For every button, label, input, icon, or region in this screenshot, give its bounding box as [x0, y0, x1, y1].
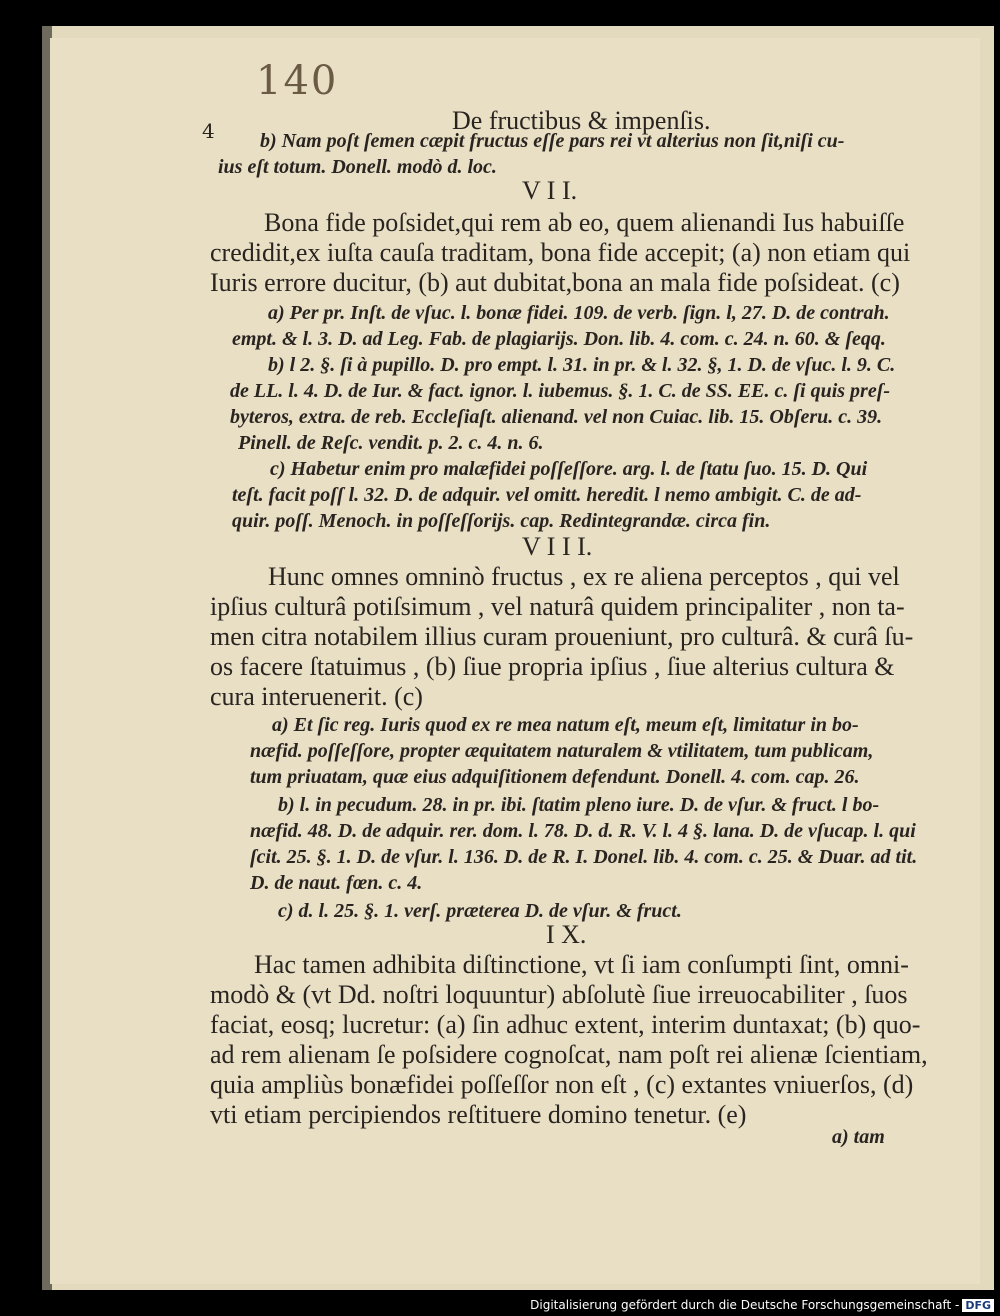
paragraph-line: os facere ſtatuimus , (b) ſiue propria ipſius , ſiue alterius cultura & — [210, 652, 895, 681]
footnote-line: ius eſt totum. Donell. modò d. loc. — [218, 156, 497, 178]
book-page — [42, 26, 994, 1290]
paragraph-line: Bona fide poſsidet,qui rem ab eo, quem alienandi Ius habuiſſe — [264, 208, 905, 237]
paragraph-line: credidit,ex iuſta cauſa traditam, bona fide accepit; (a) non etiam qui — [210, 238, 911, 267]
footnote-line: tum priuatam, quæ eius adquiſitionem defendunt. Donell. 4. com. cap. 26. — [250, 766, 860, 788]
paragraph-line: men citra notabilem illius curam proueniunt, pro culturâ. & curâ ſu- — [210, 622, 914, 651]
handwritten-page-number: 140 — [256, 58, 339, 104]
footnote-line: de LL. l. 4. D. de Iur. & fact. ignor. l. iubemus. §. 1. C. de SS. EE. c. ſi quis preſ- — [230, 380, 891, 402]
footnote-line: c) d. l. 25. §. 1. verſ. præterea D. de vſur. & fruct. — [278, 900, 682, 922]
paragraph-line: faciat, eosq; lucretur: (a) ſin adhuc extent, interim duntaxat; (b) quo- — [210, 1010, 921, 1039]
paragraph-line: Iuris errore ducitur, (b) aut dubitat,bona an mala fide poſsideat. (c) — [210, 268, 900, 297]
footnote-line: b) l 2. §. ſi à pupillo. D. pro empt. l. 31. in pr. & l. 32. §, 1. D. de vſuc. l. 9. C. — [268, 354, 896, 376]
paragraph-line: ipſius culturâ potiſsimum , vel naturâ quidem principaliter , non ta- — [210, 592, 905, 621]
printed-page-number: 4 — [202, 119, 215, 143]
footnote-line: a) Per pr. Inſt. de vſuc. l. bonæ fidei. 109. de verb. ſign. l, 27. D. de contrah. — [268, 302, 890, 324]
footnote-line: næfid. 48. D. de adquir. rer. dom. l. 78. D. d. R. V. l. 4 §. lana. D. de vſucap. l. qui — [250, 820, 916, 842]
footnote-line: empt. & l. 3. D. ad Leg. Fab. de plagiarijs. Don. lib. 4. com. c. 24. n. 60. & ſeqq. — [232, 328, 886, 350]
footnote-line: teſt. facit poſſ l. 32. D. de adquir. vel omitt. heredit. l nemo ambigit. C. de ad- — [232, 484, 862, 506]
paragraph-line: ad rem alienam ſe poſsidere cognoſcat, nam poſt rei alienæ ſcientiam, — [210, 1040, 928, 1069]
section-heading-8: V I I I. — [522, 532, 593, 561]
footnote-line: a) Et ſic reg. Iuris quod ex re mea natum eſt, meum eſt, limitatur in bo- — [272, 714, 859, 736]
paragraph-line: Hac tamen adhibita diſtinctione, vt ſi iam conſumpti ſint, omni- — [254, 950, 909, 979]
section-heading-7: V I I. — [522, 176, 578, 205]
section-heading-9: I X. — [546, 920, 587, 949]
footnote-line: næfid. poſſeſſore, propter æquitatem naturalem & vtilitatem, tum publicam, — [250, 740, 874, 762]
credit-text: Digitalisierung gefördert durch die Deutsche Forschungsgemeinschaft - — [530, 1298, 960, 1312]
paragraph-line: vti etiam percipiendos reſtituere domino tenetur. (e) — [210, 1100, 747, 1129]
footnote-line: byteros, extra. de reb. Eccleſiaſt. alienand. vel non Cuiac. lib. 15. Obſeru. c. 39. — [230, 406, 883, 428]
footnote-line: c) Habetur enim pro malæfidei poſſeſſore. arg. l. de ſtatu ſuo. 15. D. Qui — [270, 458, 868, 480]
paragraph-line: Hunc omnes omninò fructus , ex re aliena perceptos , qui vel — [268, 562, 900, 591]
footnote-line: D. de naut. fœn. c. 4. — [250, 872, 423, 894]
footnote-line: ſcit. 25. §. 1. D. de vſur. l. 136. D. de R. I. Donel. lib. 4. com. c. 25. & Duar. ad tit. — [250, 846, 918, 868]
footnote-line: b) l. in pecudum. 28. in pr. ibi. ſtatim pleno iure. D. de vſur. & fruct. l bo- — [278, 794, 880, 816]
digitization-credit — [530, 1298, 994, 1312]
footnote-line: Pinell. de Reſc. vendit. p. 2. c. 4. n. 6. — [238, 432, 544, 454]
paragraph-line: modò & (vt Dd. noſtri loquuntur) abſolutè ſiue irreuocabiliter , ſuos — [210, 980, 908, 1009]
running-head: De fructibus & impenſis. — [452, 106, 711, 135]
footnote-line: quir. poſſ. Menoch. in poſſeſſorijs. cap. Redintegrandæ. circa fin. — [232, 510, 771, 532]
paragraph-line: cura interuenerit. (c) — [210, 682, 423, 711]
footnote-line: b) Nam poſt ſemen cæpit fructus eſſe pars rei vt alterius non ſit,niſi cu- — [260, 130, 845, 152]
catchword: a) tam — [832, 1126, 885, 1148]
dfg-logo: DFG — [962, 1299, 994, 1312]
paragraph-line: quia ampliùs bonæfidei poſſeſſor non eſt , (c) extantes vniuerſos, (d) — [210, 1070, 914, 1099]
